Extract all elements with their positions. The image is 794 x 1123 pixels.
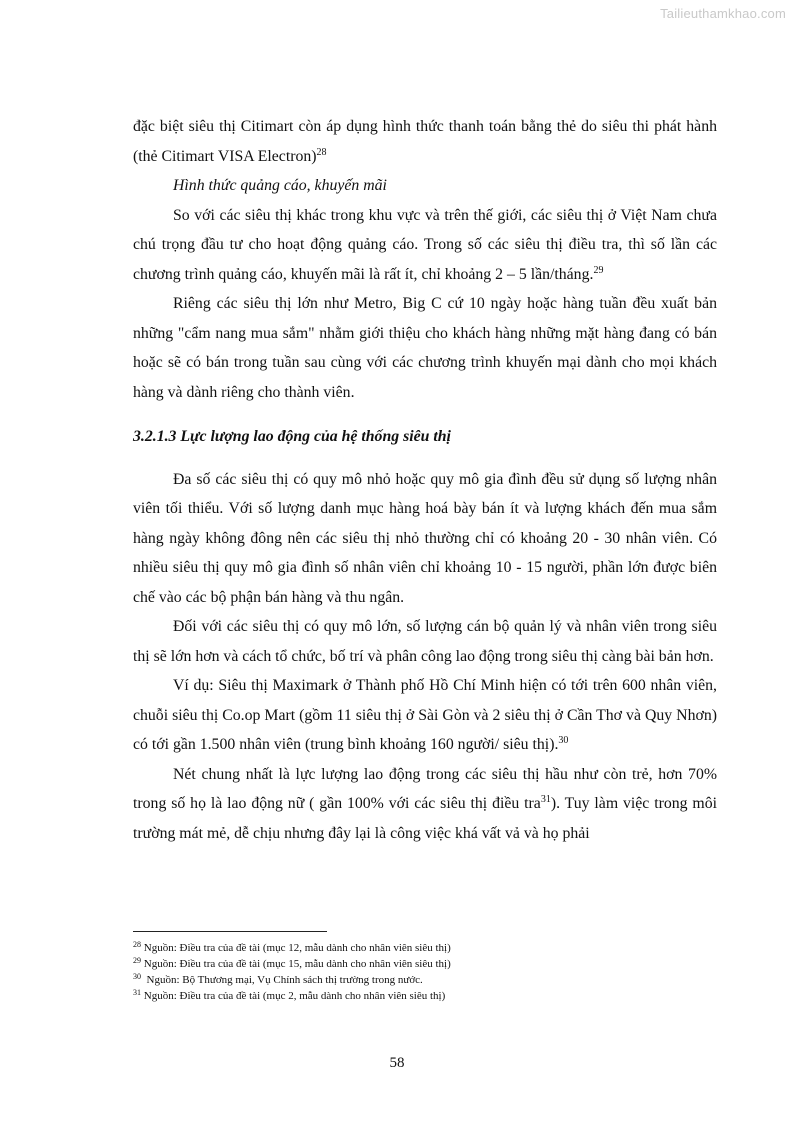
footnote-number: 29: [133, 956, 141, 965]
footnote-text: Nguồn: Điều tra của đề tài (mục 15, mẫu dành cho nhân viên siêu thị): [141, 958, 451, 970]
paragraph-text: đặc biệt siêu thị Citimart còn áp dụng hình thức thanh toán bằng thẻ do siêu thi phát hành (thẻ Citimart VISA Electron): [133, 118, 717, 165]
footnote-text: Nguồn: Điều tra của đề tài (mục 12, mẫu dành cho nhân viên siêu thị): [141, 942, 451, 954]
paragraph-text: So với các siêu thị khác trong khu vực và trên thế giới, các siêu thị ở Việt Nam chưa chú trọng đầu tư cho hoạt động quảng cáo. Trong số các siêu thị điều tra, thì số lần các chương trình quảng cáo, khuyến mãi là rất ít, chỉ khoảng 2 – 5 lần/tháng.: [133, 206, 717, 283]
footnote: [133, 972, 723, 988]
paragraph-example: [133, 671, 717, 760]
paragraph-text: Nét chung nhất là lực lượng lao động trong các siêu thị hầu như còn trẻ, hơn 70% trong số họ là lao động nữ ( gần 100% với các siêu thị điều tra: [133, 765, 717, 812]
subheading-advertising: Hình thức quảng cáo, khuyến mãi: [173, 177, 387, 194]
paragraph-small-supermarkets: Đa số các siêu thị có quy mô nhỏ hoặc quy mô gia đình đều sử dụng số lượng nhân viên tối thiểu. Với số lượng danh mục hàng hoá bày bán ít và lượng khách đến mua sắm hàng ngày không đông nên các siêu thị nhỏ thường chỉ có khoảng 20 - 30 nhân viên. Có nhiều siêu thị quy mô gia đình số nhân viên chỉ khoảng 10 - 15 người, phần lớn được biên chế vào các bộ phận bán hàng và thu ngân.: [133, 470, 717, 606]
paragraph-text: ). Tuy làm việc trong môi trường mát mẻ, dễ chịu nhưng đây lại là công việc khá vất vả và họ phải: [133, 795, 717, 842]
paragraph-large-supermarkets: Đối với các siêu thị có quy mô lớn, số lượng cán bộ quản lý và nhân viên trong siêu thị sẽ lớn hơn và cách tổ chức, bố trí và phân công lao động trong siêu thị càng bài bản hơn.: [133, 618, 717, 665]
footnote-separator: [133, 931, 327, 932]
footnote: [133, 988, 723, 1004]
paragraph-payment: [133, 112, 717, 171]
paragraph-text: Ví dụ: Siêu thị Maximark ở Thành phố Hồ Chí Minh hiện có tới trên 600 nhân viên, chuỗi siêu thị Co.op Mart (gồm 11 siêu thị ở Sài Gòn và 2 siêu thị ở Cần Thơ và Quy Nhơn) có tới gần 1.500 nhân viên (trung bình khoảng 160 người/ siêu thị).: [133, 677, 717, 753]
section-heading: 3.2.1.3 Lực lượng lao động của hệ thống siêu thị: [133, 428, 451, 445]
footnote-text: Nguồn: Bộ Thương mại, Vụ Chính sách thị trường trong nước.: [141, 974, 423, 986]
paragraph-advertising: [133, 201, 717, 290]
footnote-number: 28: [133, 940, 141, 949]
watermark: Tailieuthamkhao.com: [660, 6, 786, 21]
footnote-ref: 31: [540, 794, 551, 805]
page-number: 58: [389, 1055, 405, 1071]
footnote-ref: 28: [316, 146, 327, 158]
footnote: [133, 940, 723, 956]
footnotes: [133, 940, 723, 1004]
footnote-ref: 30: [558, 735, 569, 746]
footnote-number: 30: [133, 972, 141, 981]
document-body: [133, 112, 717, 848]
footnote-text: Nguồn: Điều tra của đề tài (mục 2, mẫu dành cho nhân viên siêu thị): [141, 990, 446, 1002]
paragraph-workforce: [133, 760, 717, 849]
footnote-ref: 29: [593, 264, 604, 276]
footnote: [133, 956, 723, 972]
footnote-number: 31: [133, 988, 141, 997]
paragraph-big-supermarkets: Riêng các siêu thị lớn như Metro, Big C cứ 10 ngày hoặc hàng tuần đều xuất bản những "cẩm nang mua sắm" nhằm giới thiệu cho khách hàng những mặt hàng đang có bán hoặc sẽ có bán trong tuần sau cùng với các chương trình khuyến mại dành cho mọi khách hàng và dành riêng cho thành viên.: [133, 295, 717, 401]
